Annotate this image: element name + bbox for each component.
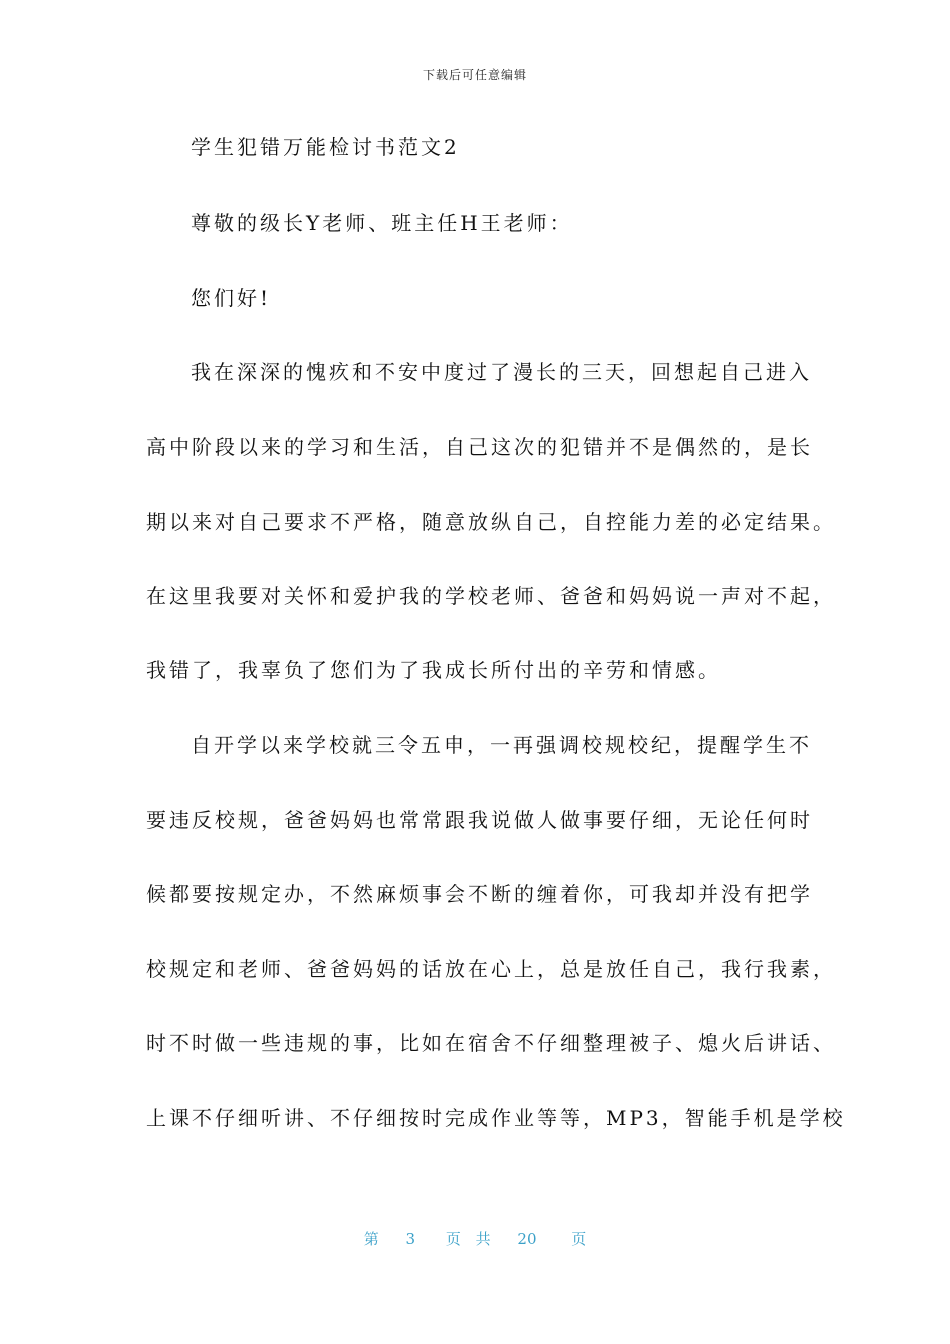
body-line: 我错了，我辜负了您们为了我成长所付出的辛劳和情感。 [146,658,721,682]
footer-middle: 页 [445,1230,461,1248]
footer-current-page: 3 [405,1230,416,1248]
body-line: 要违反校规，爸爸妈妈也常常跟我说做人做事要仔细，无论任何时 [146,808,813,832]
header-note: 下载后可任意编辑 [422,68,527,82]
page-footer [0,1228,950,1249]
footer-total-pages: 20 [517,1230,537,1248]
body-line: 校规定和老师、爸爸妈妈的话放在心上，总是放任自己，我行我素， [146,957,836,981]
footer-total-prefix: 共 [475,1230,491,1248]
body-line: 候都要按规定办，不然麻烦事会不断的缠着你，可我却并没有把学 [146,882,813,906]
body-line: 在这里我要对关怀和爱护我的学校老师、爸爸和妈妈说一声对不起， [146,584,836,608]
salutation: 尊敬的级长Y老师、班主任H王老师： [191,211,573,235]
greeting: 您们好! [191,286,272,310]
body-line: 自开学以来学校就三令五申，一再强调校规校纪，提醒学生不 [191,733,812,757]
body-line: 我在深深的愧疚和不安中度过了漫长的三天，回想起自己进入 [191,360,812,384]
footer-suffix: 页 [571,1230,587,1248]
body-line: 时不时做一些违规的事，比如在宿舍不仔细整理被子、熄火后讲话、 [146,1031,836,1055]
body-line: 期以来对自己要求不严格，随意放纵自己，自控能力差的必定结果。 [146,510,836,534]
body-line: 上课不仔细听讲、不仔细按时完成作业等等，MP3，智能手机是学校 [146,1106,846,1130]
document-title: 学生犯错万能检讨书范文2 [191,135,460,159]
footer-prefix: 第 [363,1230,379,1248]
body-line: 高中阶段以来的学习和生活，自己这次的犯错并不是偶然的，是长 [146,435,813,459]
